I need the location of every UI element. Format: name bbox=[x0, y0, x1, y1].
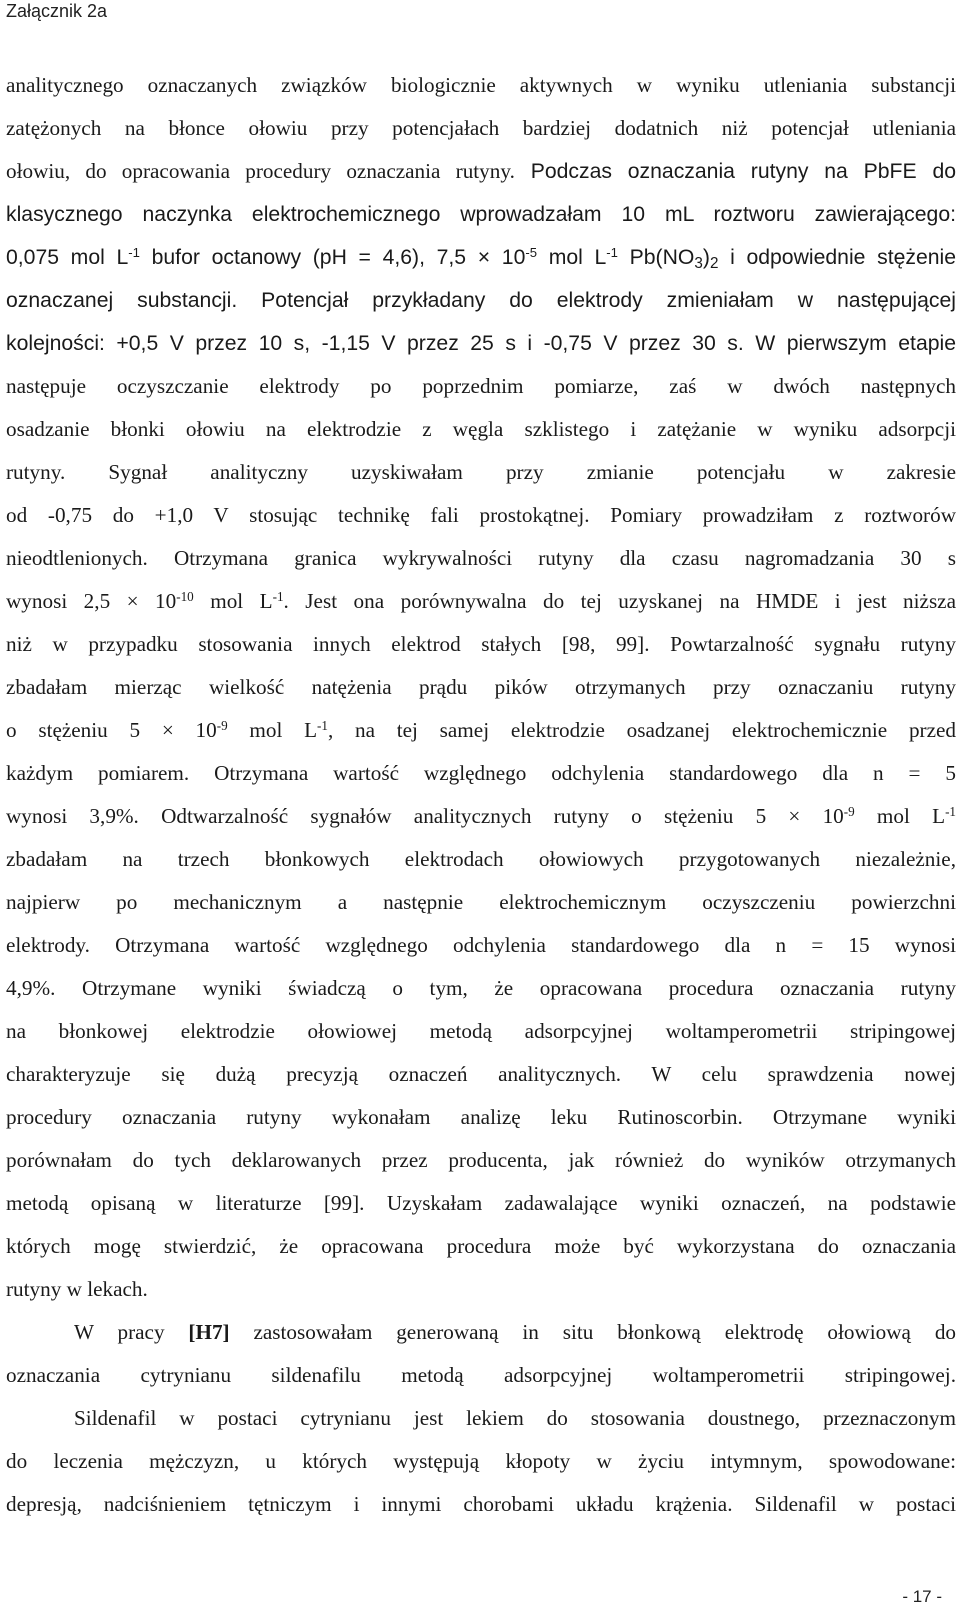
document-body bbox=[6, 64, 956, 1526]
text-line: na błonkowej elektrodzie ołowiowej metodą adsorpcyjnej woltamperometrii stripingowej bbox=[6, 1019, 956, 1043]
text-line: metodą opisaną w literaturze [99]. Uzyskałam zadawalające wyniki oznaczeń, na podstawie bbox=[6, 1191, 956, 1215]
text-line: procedury oznaczania rutyny wykonałam analizę leku Rutinoscorbin. Otrzymane wyniki bbox=[6, 1105, 957, 1129]
reference-h7: [H7] bbox=[188, 1320, 230, 1344]
text-line-paragraph-start: Sildenafil w postaci cytrynianu jest lekiem do stosowania doustnego, przeznaczonym bbox=[74, 1406, 956, 1430]
text-line: klasycznego naczynka elektrochemicznego wprowadzałam 10 mL roztworu zawierającego: bbox=[6, 203, 956, 226]
text-line: elektrody. Otrzymana wartość względnego odchylenia standardowego dla n = 15 wynosi bbox=[6, 933, 956, 957]
text-line: depresją, nadciśnieniem tętniczym i innymi chorobami układu krążenia. Sildenafil w postaci bbox=[6, 1492, 956, 1516]
text-line: o stężeniu $5 \times 10^{-9}$ mol $L^{-1}$, na tej samej elektrodzie osadzanej elektrochemicznie przed bbox=[6, 717, 957, 742]
text-line: porównałam do tych deklarowanych przez producenta, jak również do wyników otrzymanych bbox=[6, 1148, 956, 1172]
page-number: - 17 - bbox=[902, 1587, 942, 1606]
text-line: ołowiu, do opracowania procedury oznaczania rutyny. Podczas oznaczania rutyny na PbFE do bbox=[6, 159, 957, 183]
text-line: niż w przypadku stosowania innych elektrod stałych [98, 99]. Powtarzalność sygnału rutyny bbox=[6, 632, 956, 656]
text-line: od -0,75 do +1,0 V stosując technikę fali prostokątnej. Pomiary prowadziłam z roztworów bbox=[6, 503, 956, 527]
text-line: wynosi $2,5 \times 10^{-10}$ mol $L^{-1}$. Jest ona porównywalna do tej uzyskanej na HMDE i jest niższa bbox=[6, 588, 956, 613]
text-line: nieodtlenionych. Otrzymana granica wykrywalności rutyny dla czasu nagromadzania 30 s bbox=[6, 546, 956, 570]
text-line: następuje oczyszczanie elektrody po poprzednim pomiarze, zaś w dwóch następnych bbox=[6, 374, 956, 398]
document-header-label: Załącznik 2a bbox=[6, 1, 108, 21]
text-line: rutyny. Sygnał analityczny uzyskiwałam przy zmianie potencjału w zakresie bbox=[6, 460, 956, 484]
text-line: kolejności: +0,5 V przez 10 s, -1,15 V przez 25 s i -0,75 V przez 30 s. W pierwszym etapie bbox=[6, 332, 957, 355]
text-line: analitycznego oznaczanych związków biologicznie aktywnych w wyniku utleniania substancji bbox=[6, 73, 956, 97]
text-line: których mogę stwierdzić, że opracowana procedura może być wykorzystana do oznaczania bbox=[6, 1234, 956, 1258]
text-line-paragraph-end: oznaczania cytrynianu sildenafilu metodą adsorpcyjnej woltamperometrii stripingowej. bbox=[6, 1363, 956, 1387]
text-line: oznaczanej substancji. Potencjał przykładany do elektrody zmieniałam w następującej bbox=[6, 289, 956, 312]
text-line: wynosi 3,9%. Odtwarzalność sygnałów analitycznych rutyny o stężeniu $5 \times 10^{-9}$ mol $L^{-1}$ bbox=[6, 803, 956, 828]
text-line: 0,075 mol $L^{-1}$ bufor octanowy (pH = 4,6), $7,5 \times 10^{-5}$ mol $L^{-1}$ $Pb(NO_3)_2$ i odpowiednie stężenie bbox=[6, 244, 957, 272]
text-line-paragraph-start: W pracy [H7] zastosowałam generowaną in situ błonkową elektrodę ołowiową do bbox=[74, 1320, 957, 1344]
text-line: zbadałam na trzech błonkowych elektrodach ołowiowych przygotowanych niezależnie, bbox=[6, 847, 956, 871]
text-line: zatężonych na błonce ołowiu przy potencjałach bardziej dodatnich niż potencjał utleniania bbox=[6, 116, 956, 140]
text-line-paragraph-end: rutyny w lekach. bbox=[6, 1277, 148, 1301]
text-line: do leczenia mężczyzn, u których występują kłopoty w życiu intymnym, spowodowane: bbox=[6, 1449, 956, 1473]
text-line: charakteryzuje się dużą precyzją oznaczeń analitycznych. W celu sprawdzenia nowej bbox=[6, 1062, 956, 1086]
text-line: każdym pomiarem. Otrzymana wartość względnego odchylenia standardowego dla n = 5 bbox=[6, 761, 957, 785]
text-line: osadzanie błonki ołowiu na elektrodzie z węgla szklistego i zatężanie w wyniku adsorpcji bbox=[6, 417, 956, 441]
text-line: zbadałam mierząc wielkość natężenia prądu pików otrzymanych przy oznaczaniu rutyny bbox=[6, 675, 956, 699]
text-line: 4,9%. Otrzymane wyniki świadczą o tym, że opracowana procedura oznaczania rutyny bbox=[6, 976, 956, 1000]
text-line: najpierw po mechanicznym a następnie elektrochemicznym oczyszczeniu powierzchni bbox=[6, 890, 956, 914]
